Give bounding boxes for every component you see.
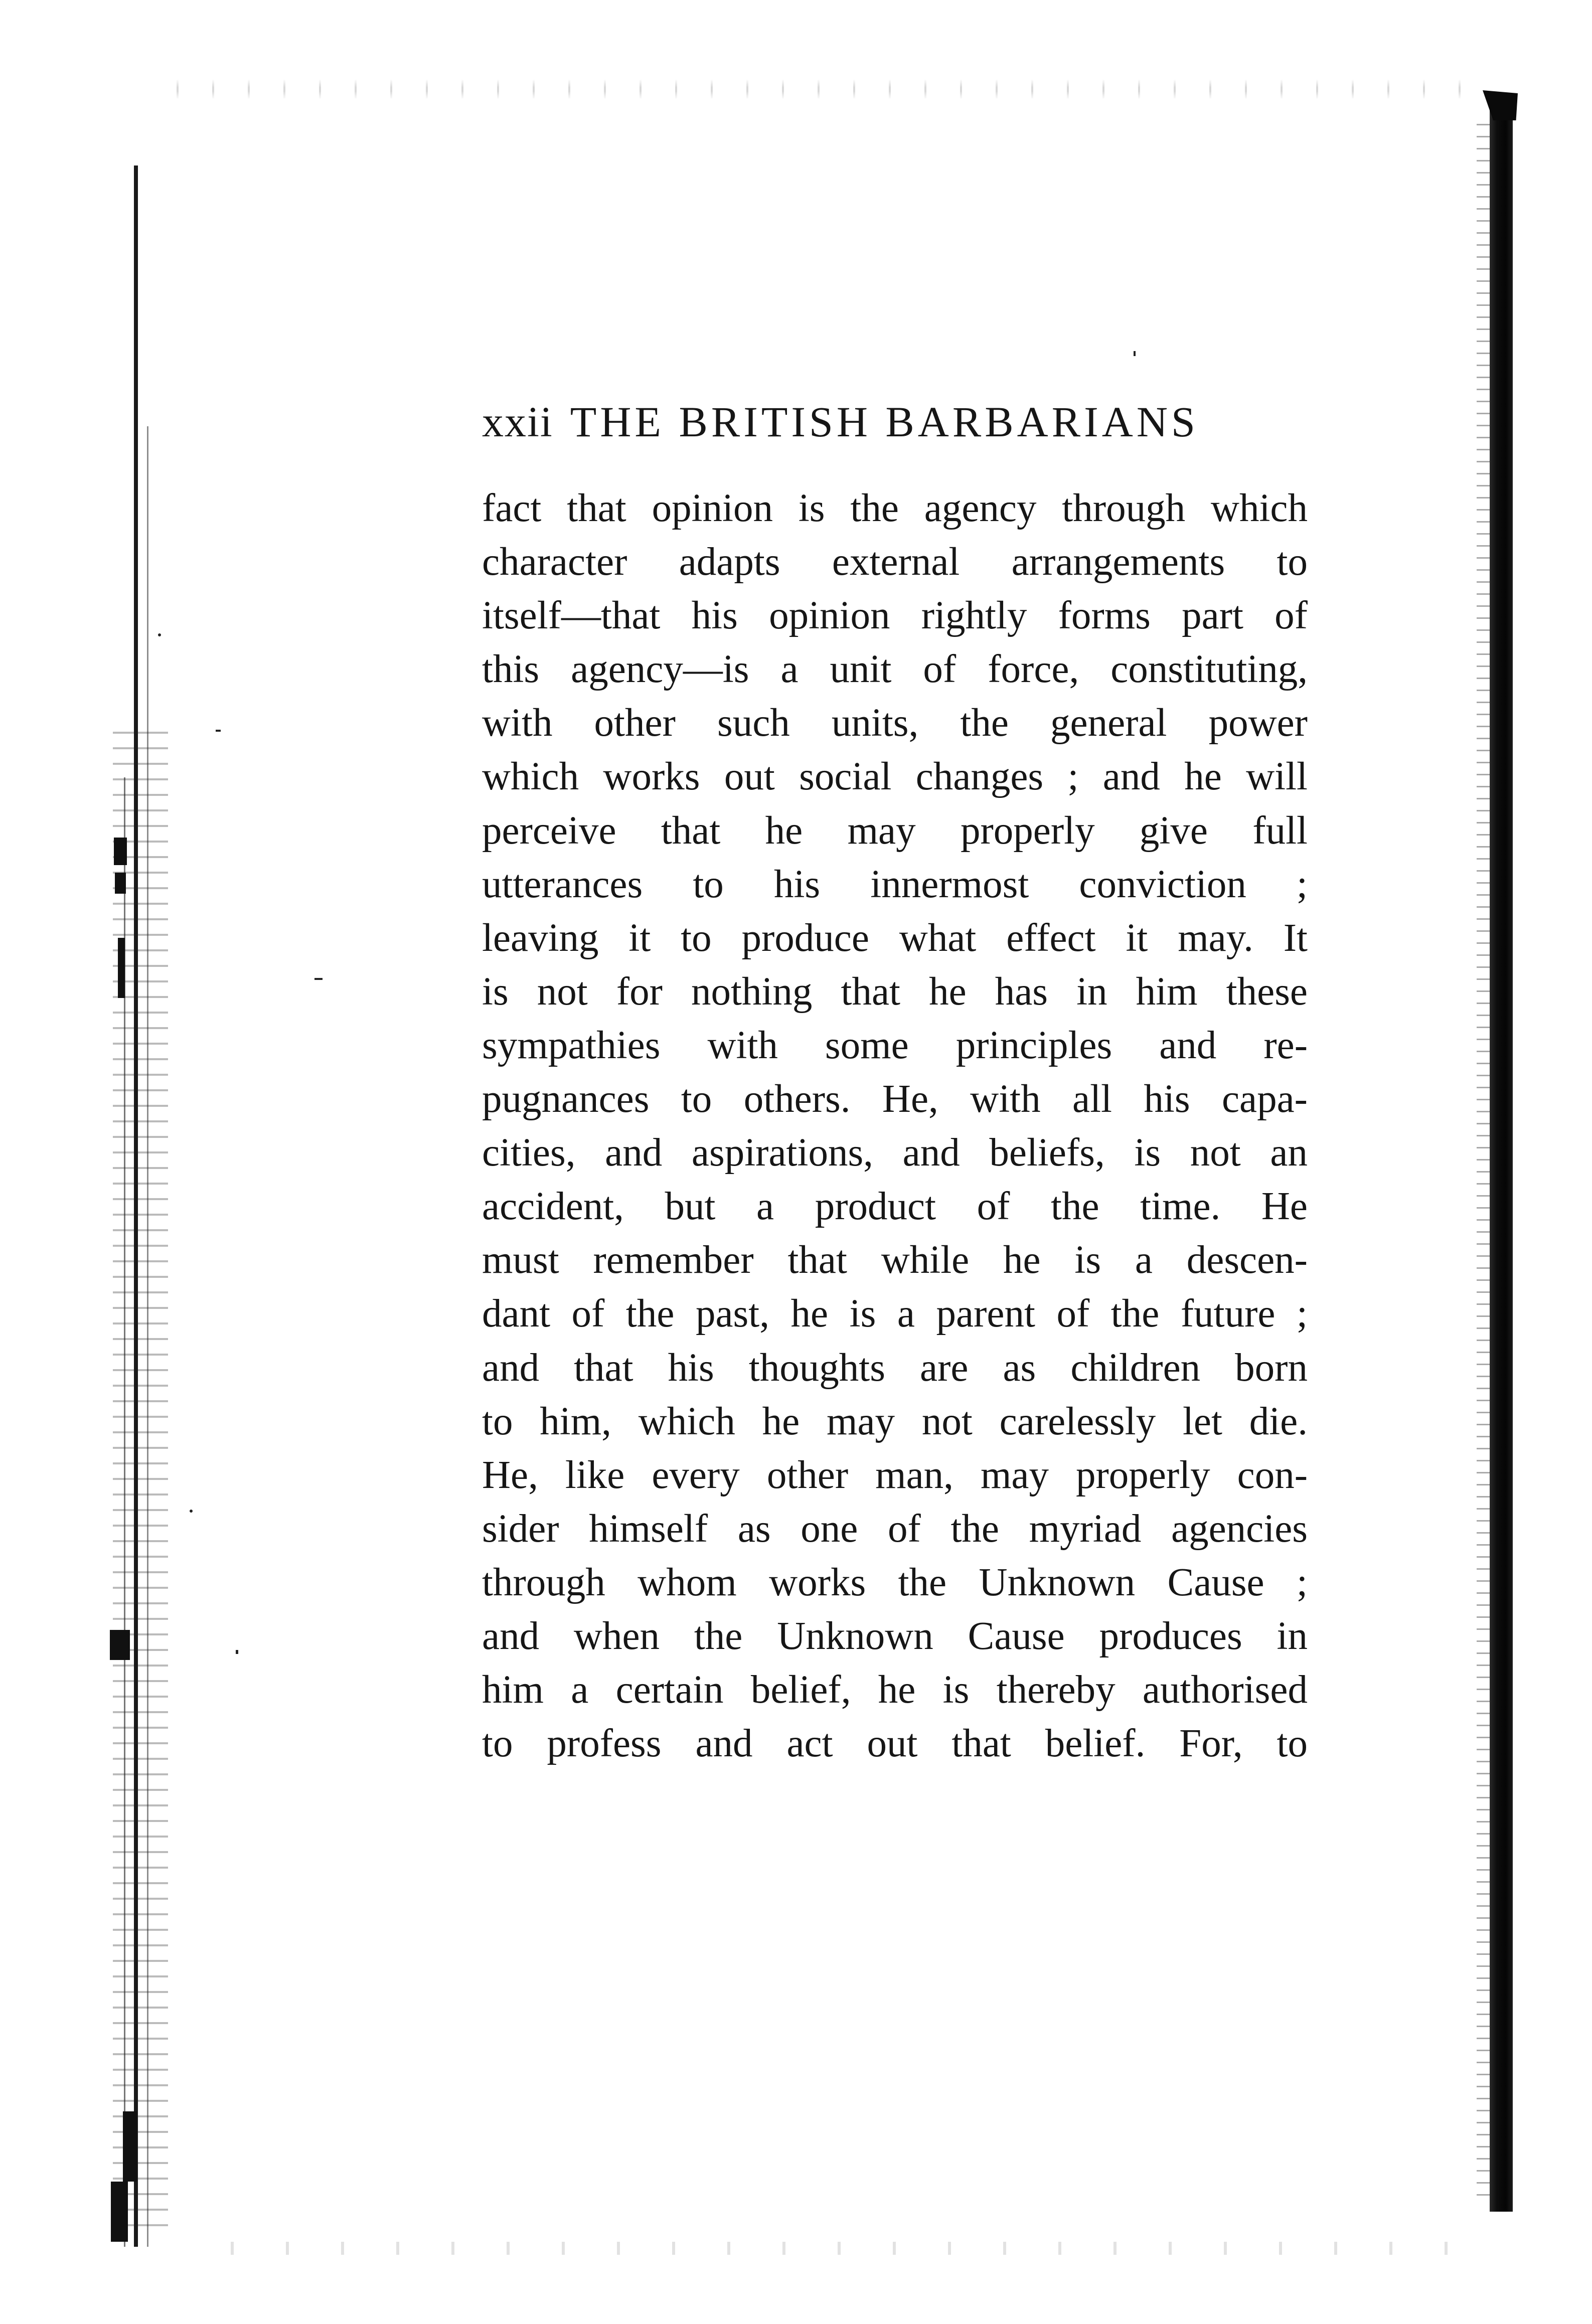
binding-mark <box>110 1630 130 1660</box>
text-line: which works out social changes ; and he will <box>482 755 1308 799</box>
text-line: and when the Unknown Cause produces in <box>482 1614 1308 1658</box>
text-line: and that his thoughts are as children born <box>482 1346 1308 1390</box>
text-line: cities, and aspirations, and beliefs, is not an <box>482 1131 1308 1175</box>
text-line: pugnances to others. He, with all his capa- <box>482 1077 1308 1121</box>
binding-mark <box>111 2182 128 2242</box>
scan-noise-top <box>166 79 1480 99</box>
scan-speck <box>158 633 161 636</box>
book-title: THE BRITISH BARBARIANS <box>570 398 1199 446</box>
text-line: dant of the past, he is a parent of the future ; <box>482 1292 1308 1336</box>
binding-edge-left <box>108 125 168 2247</box>
text-line: accident, but a product of the time. He <box>482 1185 1308 1229</box>
scan-speck <box>1134 351 1136 356</box>
edge-shadow-bar <box>1490 100 1513 2212</box>
text-line: through whom works the Unknown Cause ; <box>482 1560 1308 1604</box>
edge-cap <box>1483 90 1518 120</box>
binding-mark <box>115 873 126 894</box>
page-edge-right <box>1470 90 1520 2222</box>
scan-speck <box>236 1650 238 1654</box>
scan-speck <box>314 978 323 980</box>
text-line: must remember that while he is a descen- <box>482 1238 1308 1282</box>
text-line: with other such units, the general power <box>482 701 1308 745</box>
text-line: him a certain belief, he is thereby authorised <box>482 1668 1308 1712</box>
body-text <box>482 481 1308 1770</box>
text-line: sympathies with some principles and re- <box>482 1023 1308 1067</box>
binding-mark <box>114 838 127 865</box>
text-line: perceive that he may properly give full <box>482 808 1308 853</box>
text-line: to profess and act out that belief. For, to <box>482 1722 1308 1766</box>
text-line: is not for nothing that he has in him these <box>482 969 1308 1014</box>
text-line: this agency—is a unit of force, constituting, <box>482 647 1308 692</box>
page-number: xxii <box>482 398 553 446</box>
text-line: character adapts external arrangements to <box>482 540 1308 584</box>
text-line: leaving it to produce what effect it may. It <box>482 916 1308 960</box>
text-line: sider himself as one of the myriad agencies <box>482 1507 1308 1551</box>
text-line: to him, which he may not carelessly let die. <box>482 1399 1308 1443</box>
binding-mark <box>118 938 125 998</box>
scan-noise-bottom <box>211 2242 1475 2255</box>
scan-speck <box>190 1510 193 1513</box>
running-head <box>482 394 1295 449</box>
scan-speck <box>216 730 221 732</box>
text-line: utterances to his innermost conviction ; <box>482 862 1308 906</box>
text-line: itself—that his opinion rightly forms part of <box>482 594 1308 638</box>
text-line: fact that opinion is the agency through which <box>482 486 1308 530</box>
text-line: He, like every other man, may properly con- <box>482 1453 1308 1497</box>
binding-mark <box>123 2111 137 2182</box>
